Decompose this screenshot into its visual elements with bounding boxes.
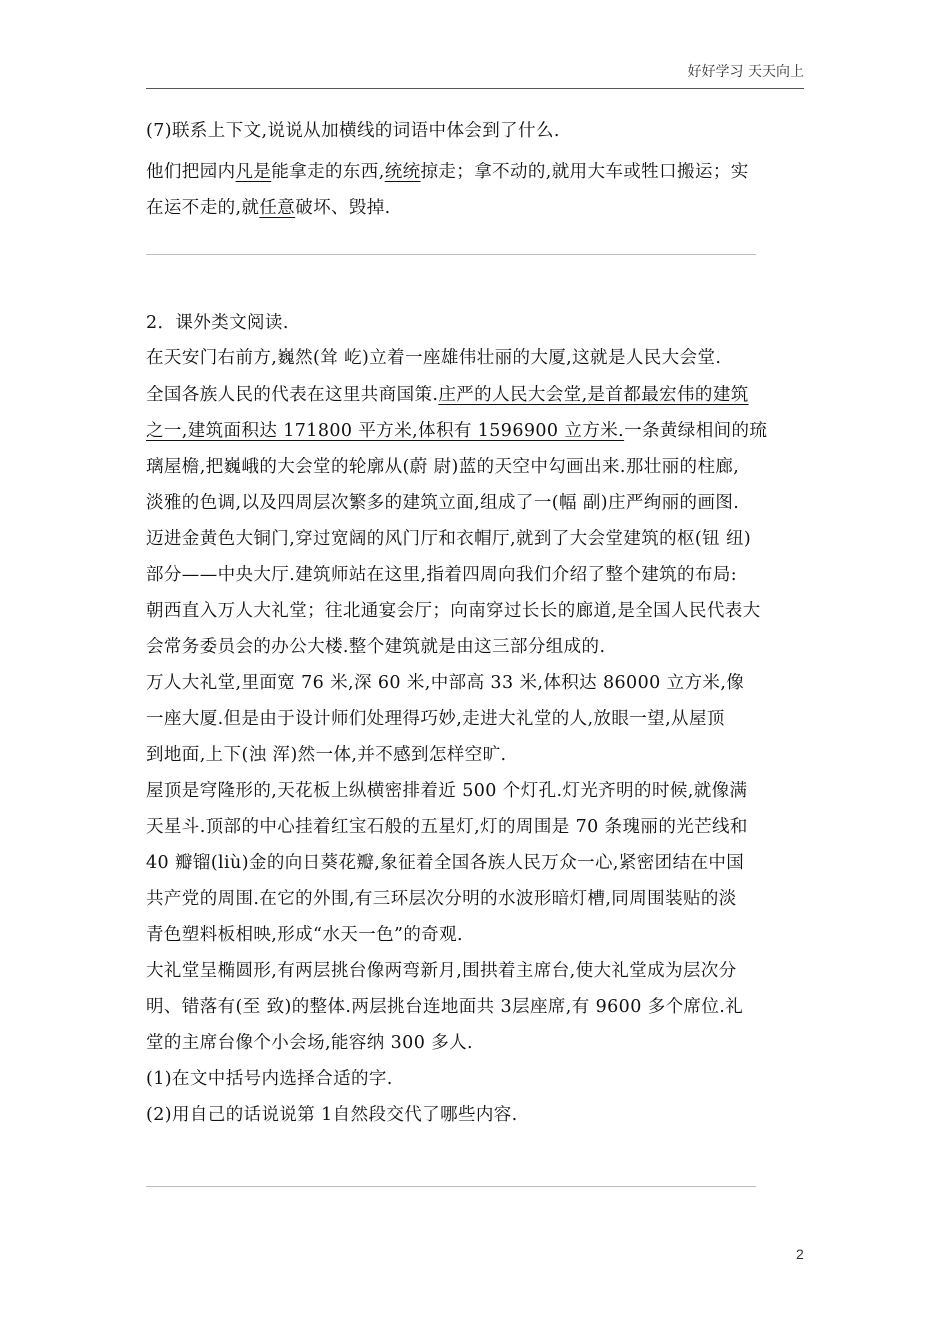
paragraph-6-line-1: 大礼堂呈椭圆形,有两层挑台像两弯新月,围拱着主席台,使大礼堂成为层次分 xyxy=(146,961,737,981)
paragraph-6-line-2: 明、错落有(至 致)的整体.两层挑台连地面共 3层座席,有 9600 多个席位.礼 xyxy=(146,997,744,1017)
paragraph-4-line-3: 到地面,上下(浊 浑)然一体,并不感到怎样空旷. xyxy=(146,745,507,765)
paragraph-4-line-2: 一座大厦.但是由于设计师们处理得巧妙,走进大礼堂的人,放眼一望,从屋顶 xyxy=(146,709,725,729)
paragraph-3-line-3: 朝西直入万人大礼堂；往北通宴会厅；向南穿过长长的廊道,是全国人民代表大 xyxy=(146,601,761,621)
section-2-title: 2．课外类文阅读. xyxy=(146,313,289,333)
paragraph-6-line-3: 堂的主席台像个小会场,能容纳 300 多人. xyxy=(146,1033,473,1053)
paragraph-3-line-4: 会常务委员会的办公大楼.整个建筑就是由这三部分组成的. xyxy=(146,637,606,657)
paragraph-3-line-1: 迈进金黄色大铜门,穿过宽阔的风门厅和衣帽厅,就到了大会堂建筑的枢(钮 纽) xyxy=(146,529,752,549)
paragraph-5-line-5: 青色塑料板相映,形成“水天一色”的奇观. xyxy=(146,925,464,945)
page-number: 2 xyxy=(796,1246,804,1262)
underlined-word-fanshi: 凡是 xyxy=(235,162,272,182)
question-2: (2)用自己的话说说第 1自然段交代了哪些内容. xyxy=(146,1105,518,1125)
passage-text: 能拿走的东西, xyxy=(271,162,385,182)
paragraph-4-line-1: 万人大礼堂,里面宽 76 米,深 60 米,中部高 33 米,体积达 86000 立方米,像 xyxy=(146,673,745,693)
paragraph-1: 在天安门右前方,巍然(耸 屹)立着一座雄伟壮丽的大厦,这就是人民大会堂. xyxy=(146,348,722,368)
question-7-passage-line-2 xyxy=(146,196,391,220)
passage-text: 一条黄绿相间的琉 xyxy=(624,421,768,441)
passage-text: 掠走；拿不动的,就用大车或牲口搬运；实 xyxy=(420,162,749,182)
passage-text: 他们把园内 xyxy=(146,162,236,182)
underlined-sentence: 之一,建筑面积达 171800 平方米,体积有 1596900 立方米. xyxy=(146,421,625,441)
header-motto: 好好学习 天天向上 xyxy=(687,64,804,80)
paragraph-2-line-2 xyxy=(146,419,767,443)
question-7-passage-line-1 xyxy=(146,160,749,184)
paragraph-3-line-2: 部分——中央大厅.建筑师站在这里,指着四周向我们介绍了整个建筑的布局: xyxy=(146,565,738,585)
underlined-word-tongtong: 统统 xyxy=(384,162,421,182)
answer-line-question-2[interactable] xyxy=(146,1186,756,1187)
paragraph-2-line-1 xyxy=(146,383,749,407)
passage-text: 在运不走的,就 xyxy=(146,198,260,218)
paragraph-5-line-4: 共产党的周围.在它的外围,有三环层次分明的水波形暗灯槽,同周围装贴的淡 xyxy=(146,889,737,909)
passage-text: 全国各族人民的代表在这里共商国策. xyxy=(146,385,439,405)
answer-line-question-7[interactable] xyxy=(146,254,756,255)
paragraph-2-line-3: 璃屋檐,把巍峨的大会堂的轮廓从(蔚 尉)蓝的天空中勾画出来.那壮丽的柱廊, xyxy=(146,457,740,477)
paragraph-2-line-4: 淡雅的色调,以及四周层次繁多的建筑立面,组成了一(幅 副)庄严绚丽的画图. xyxy=(146,493,740,513)
underlined-word-renyi: 任意 xyxy=(259,198,296,218)
paragraph-5-line-2: 天星斗.顶部的中心挂着红宝石般的五星灯,灯的周围是 70 条瑰丽的光芒线和 xyxy=(146,817,748,837)
page-header xyxy=(146,62,804,89)
passage-text: 破坏、毁掉. xyxy=(295,198,391,218)
underlined-sentence: 庄严的人民大会堂,是首都最宏伟的建筑 xyxy=(438,385,749,405)
paragraph-5-line-3: 40 瓣镏(liù)金的向日葵花瓣,象征着全国各族人民万众一心,紧密团结在中国 xyxy=(146,853,745,873)
paragraph-5-line-1: 屋顶是穹隆形的,天花板上纵横密排着近 500 个灯孔.灯光齐明的时候,就像满 xyxy=(146,781,748,801)
question-1: (1)在文中括号内选择合适的字. xyxy=(146,1069,393,1089)
question-7-prompt: (7)联系上下文,说说从加横线的词语中体会到了什么. xyxy=(146,121,560,141)
